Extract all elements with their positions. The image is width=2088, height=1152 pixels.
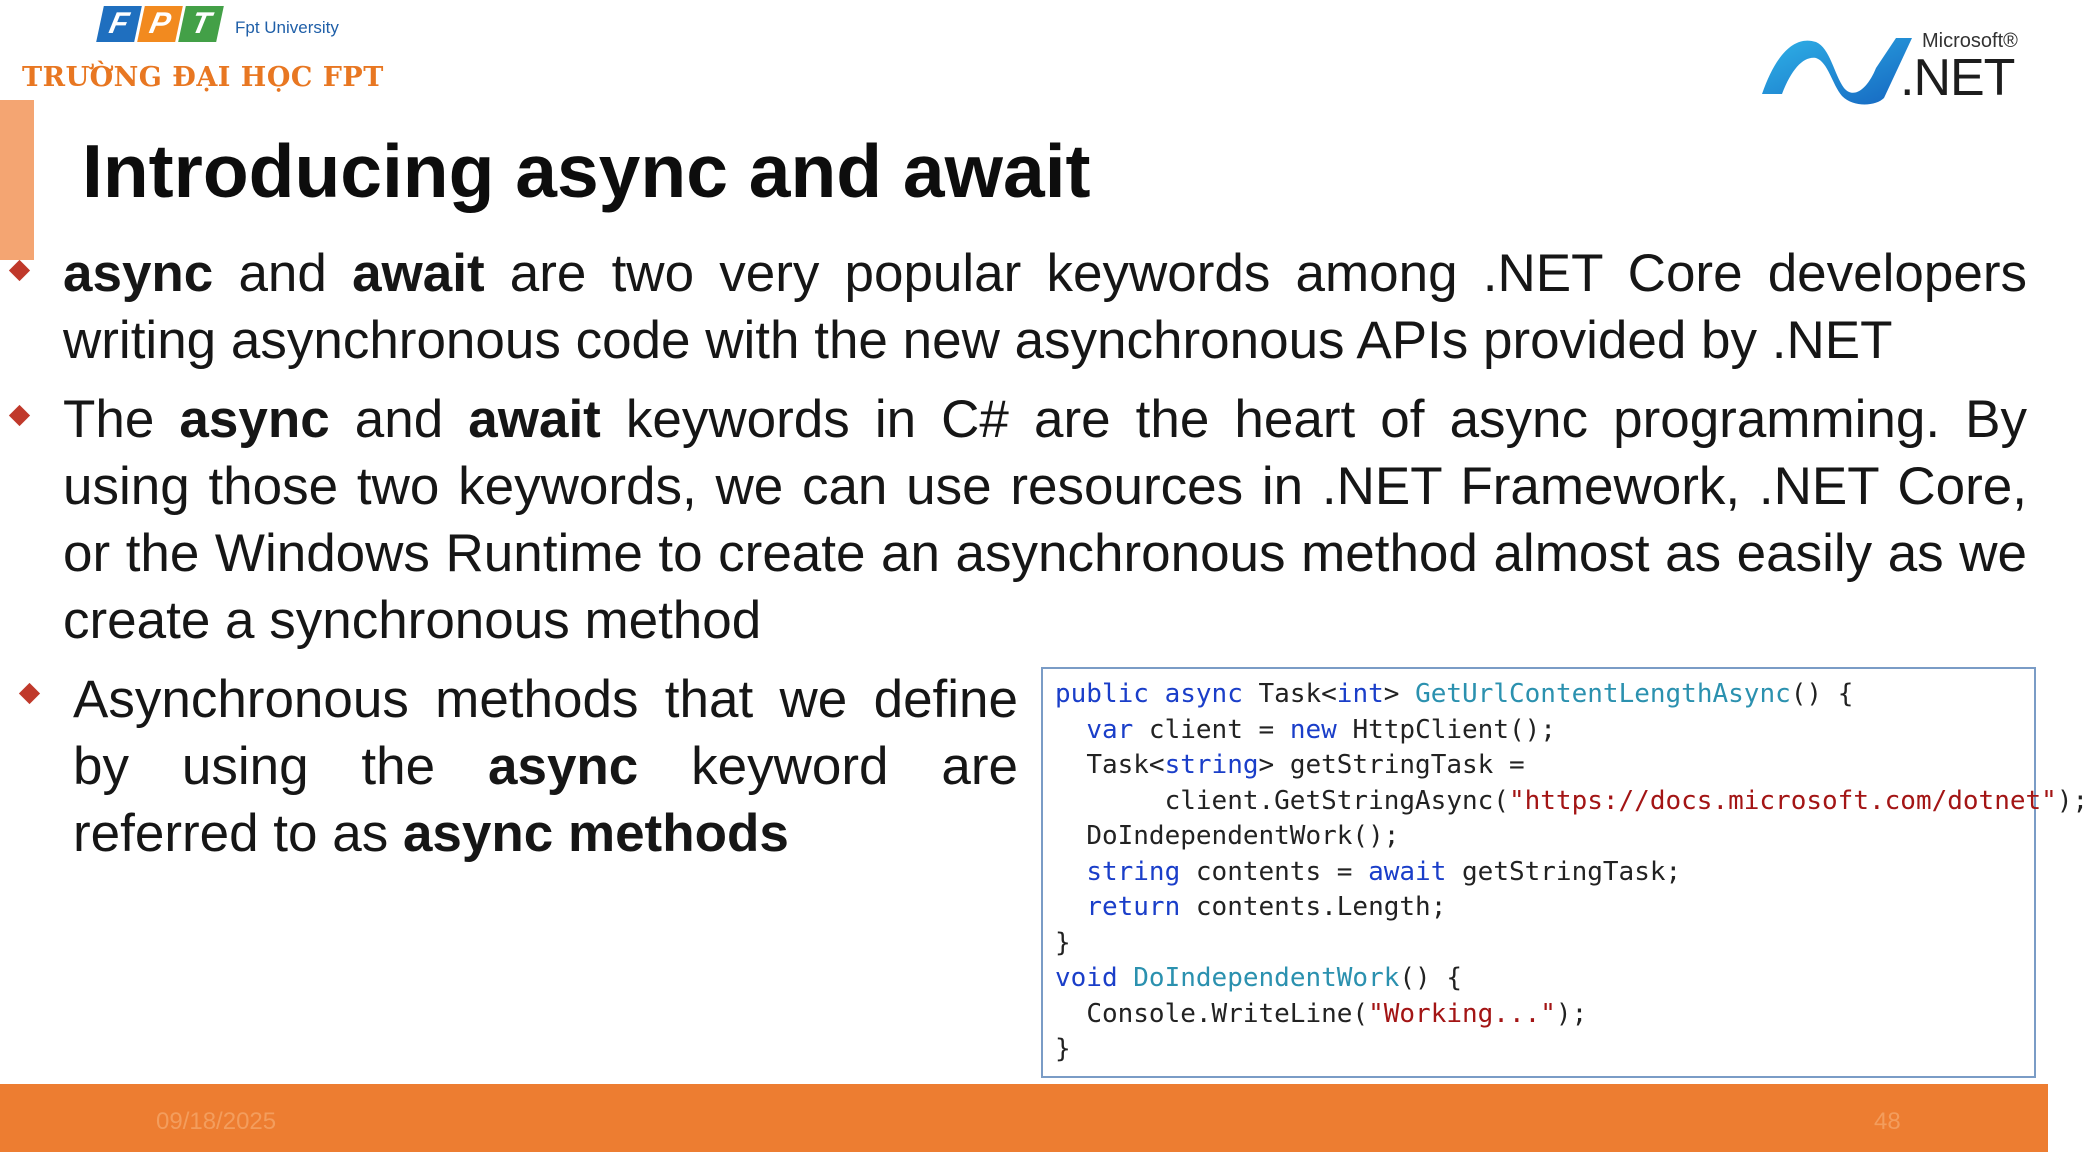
code-line [1055, 677, 2034, 713]
code-text: Task< [1258, 679, 1337, 709]
bullet-text: and [213, 244, 353, 303]
bullet-marker-icon [9, 405, 30, 426]
bullet-marker-icon [19, 683, 40, 704]
code-string: "https://docs.microsoft.com/dotnet" [1508, 785, 2057, 816]
fpt-logo-t: T [178, 6, 224, 42]
bullet-text: are two very popular keywords among .NET Core developers writing asynchronous code with the new asynchronous APIs provided by .NET [63, 244, 2027, 370]
code-text: Console.WriteLine( [1086, 998, 1369, 1029]
code-sample [1041, 667, 2088, 1078]
keyword-await: await [468, 390, 601, 449]
bullet-marker-icon [9, 260, 30, 281]
code-text: client.GetStringAsync( [1164, 785, 1509, 816]
fpt-university-label: Fpt University [235, 18, 339, 37]
code-line [1055, 713, 2034, 749]
code-text: contents.Length; [1180, 892, 1447, 922]
bullet-text: Asynchronous methods that we define by using the [73, 670, 1018, 796]
bullet-text: keyword are referred to as [73, 737, 1018, 863]
footer-date: 09/18/2025 [156, 1108, 277, 1135]
keyword-await: await [352, 244, 485, 303]
fpt-logo [100, 6, 339, 42]
bullet-text: keywords in C# are the heart of async programming. By using those two keywords, we can use resources in .NET Framework, .NET Core, or the Windows Runtime to create an asynchronous method almost as easily as we create a synchronous method [63, 390, 2027, 650]
code-line [1055, 890, 2034, 926]
code-keyword: await [1368, 856, 1447, 887]
code-line [1055, 784, 2088, 820]
fpt-logo-f: F [96, 6, 142, 42]
code-text: > getStringTask = [1258, 750, 1525, 780]
keyword-async: async [488, 737, 639, 796]
code-function: GetUrlContentLengthAsync [1415, 679, 1791, 709]
code-function: DoIndependentWork [1133, 963, 1400, 993]
code-line [1055, 961, 2034, 997]
code-line [1055, 855, 2034, 891]
code-line [1055, 997, 2034, 1033]
keyword-async: async [63, 244, 214, 303]
code-text: } [1055, 1034, 1071, 1064]
code-text: HttpClient(); [1336, 714, 1556, 745]
code-keyword: string [1086, 856, 1181, 887]
fpt-logo-p: P [137, 6, 183, 42]
code-line [1055, 748, 2034, 784]
code-line [1055, 926, 2034, 962]
code-keyword: var [1086, 714, 1134, 745]
code-keyword: return [1086, 892, 1181, 922]
code-text: DoIndependentWork(); [1086, 821, 1400, 851]
keyword-async-methods: async methods [402, 804, 789, 863]
code-keyword: string [1164, 750, 1259, 780]
slide-title: Introducing async and await [82, 129, 1091, 213]
code-string: "Working..." [1368, 998, 1556, 1029]
code-text: getStringTask; [1446, 856, 1682, 887]
bullet-2 [63, 386, 2027, 654]
side-accent-bar [0, 100, 34, 260]
footer-bar [0, 1084, 2048, 1152]
code-text: client = [1133, 714, 1290, 745]
slide-number: 48 [1874, 1108, 1901, 1135]
code-keyword: new [1289, 714, 1337, 745]
code-keyword: async [1164, 679, 1243, 709]
keyword-async: async [179, 390, 330, 449]
school-name: TRƯỜNG ĐẠI HỌC FPT [22, 62, 384, 93]
bullet-1 [63, 240, 2027, 374]
code-text: ); [2056, 785, 2088, 816]
code-text: contents = [1180, 856, 1369, 887]
code-keyword: public [1055, 679, 1149, 709]
code-line [1055, 1032, 2034, 1068]
bullet-text: and [329, 390, 469, 449]
code-text: () { [1790, 679, 1854, 709]
code-text: } [1055, 927, 1071, 958]
code-text: () { [1399, 963, 1463, 993]
code-text: Task< [1086, 750, 1165, 780]
bullet-3 [73, 666, 1018, 867]
code-text: > [1383, 679, 1416, 709]
code-keyword: int [1336, 679, 1384, 709]
dotnet-label: .NET [1900, 49, 2015, 107]
microsoft-label: Microsoft® [1922, 30, 2018, 52]
code-line [1055, 819, 2034, 855]
code-text: ); [1555, 998, 1588, 1029]
code-keyword: void [1055, 963, 1118, 993]
bullet-text: The [63, 390, 180, 449]
